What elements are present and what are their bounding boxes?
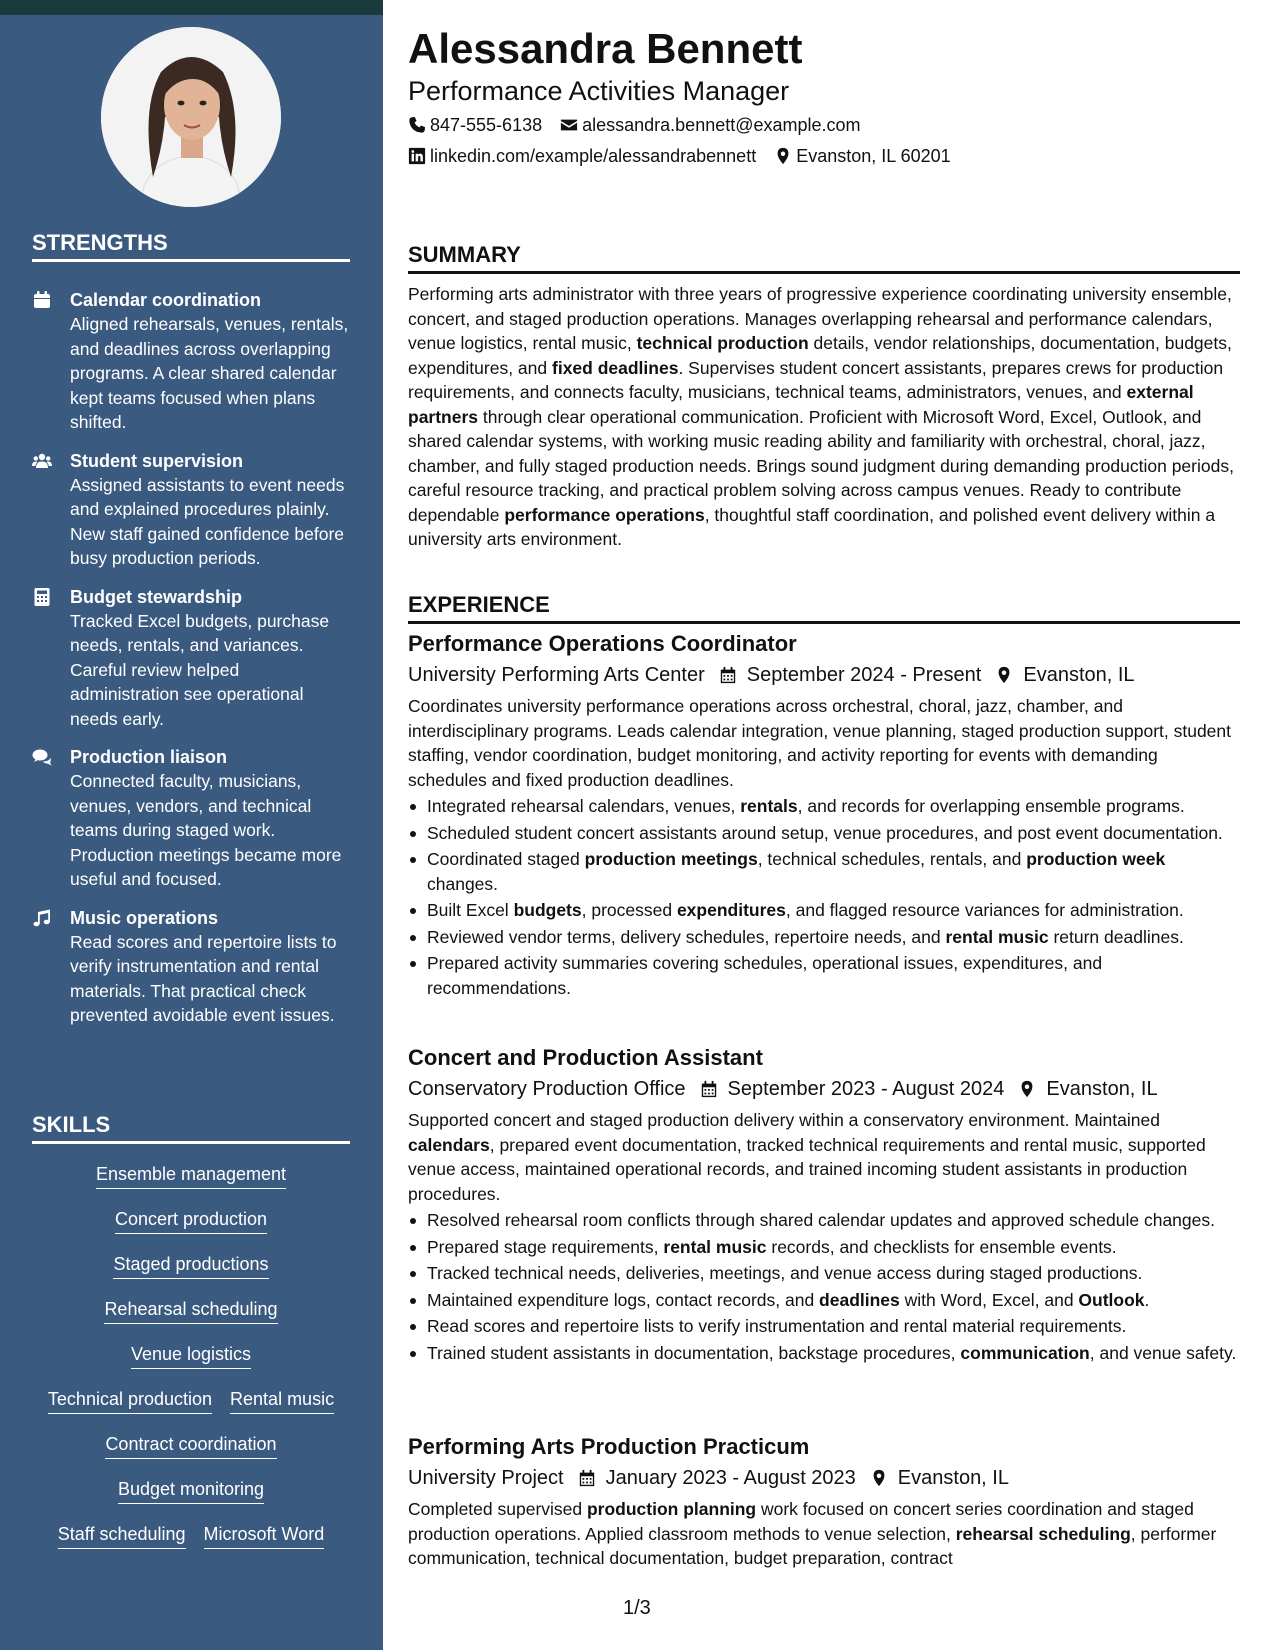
users-icon [32,449,70,571]
job-description: Completed supervised production planning work focused on concert series coordination and staged production operations. Applied classroom methods to venue selection, rehearsal scheduling, performer communication, technical documentation, budget preparation, contract [408,1499,1217,1568]
calendar-icon [32,288,70,435]
strength-title: Calendar coordination [70,290,262,310]
strength-title: Music operations [70,907,219,928]
experience-heading: EXPERIENCE [408,592,1240,624]
job-organization: University Performing Arts Center [408,664,705,686]
list-item: Reviewed vendor terms, delivery schedules, repertoire needs, and rental music return deadlines. [408,925,1240,950]
strength-title: Production liaison [70,747,228,767]
contact-row [408,145,969,167]
skill-tag: Technical production [48,1387,212,1414]
map-marker-icon [1018,1080,1036,1098]
job-dates: January 2023 - August 2023 [605,1467,856,1489]
list-item: Scheduled student concert assistants around setup, venue procedures, and post event documentation. [408,821,1240,846]
phone-icon [408,116,426,134]
candidate-name: Alessandra Bennett [408,25,803,72]
linkedin-link[interactable]: linkedin.com/example/alessandrabennett [430,146,757,166]
summary-text: Performing arts administrator with three years of progressive experience coordinating university ensemble, concert, and staged production operations. Manages overlapping rehearsal and performance calendars, venue logistics, rental music, technical production details, vendor relationships, documentation, budgets, expenditures, and fixed deadlines. Supervises student concert assistants, prepares crews for production requirements, and connects faculty, musicians, technical teams, administrators, venues, and external partners through clear operational communication. Proficient with Microsoft Word, Excel, Outlook, and shared calendar systems, with working music reading ability and familiarity with orchestral, choral, jazz, chamber, and fully staged production needs. Brings sound judgment during demanding production periods, careful resource tracking, and practical problem solving across campus venues. Ready to contribute dependable performance operations, thoughtful staff coordination, and polished event delivery within a university arts environment. [408,284,1234,549]
summary-heading: SUMMARY [408,242,1240,274]
skill-tag: Staff scheduling [58,1522,186,1549]
skills-list [32,1162,350,1567]
map-marker-icon [995,666,1013,684]
skill-tag: Rental music [230,1387,334,1414]
job-title: Performing Arts Production Practicum [408,1434,810,1459]
map-marker-icon [870,1469,888,1487]
job-bullets [408,794,1240,1000]
job-meta [408,661,1240,689]
phone-number[interactable]: 847-555-6138 [430,115,543,135]
list-item: Coordinated staged production meetings, technical schedules, rentals, and production week changes. [408,847,1240,896]
contact-row [408,114,879,136]
strength-description: Aligned rehearsals, venues, rentals, and deadlines across overlapping programs. A clear shared calendar kept teams focused when plans shifted. [70,314,349,432]
job-entry [408,1433,1240,1571]
skill-tag: Ensemble management [96,1162,286,1189]
job-meta [408,1075,1240,1103]
skill-tag: Concert production [115,1207,267,1234]
calendar-icon [578,1469,596,1487]
job-organization: University Project [408,1467,564,1489]
strengths-list [32,288,350,1042]
strength-item [32,585,350,732]
candidate-title: Performance Activities Manager [408,76,790,106]
strength-description: Read scores and repertoire lists to verify instrumentation and rental materials. That practical check prevented avoidable event issues. [70,931,337,1025]
list-item: Maintained expenditure logs, contact records, and deadlines with Word, Excel, and Outlook. [408,1288,1240,1313]
job-title: Concert and Production Assistant [408,1045,763,1070]
calendar-icon [700,1080,718,1098]
job-dates: September 2023 - August 2024 [727,1078,1005,1100]
job-description: Coordinates university performance operations across orchestral, choral, jazz, chamber, and interdisciplinary programs. Leads calendar integration, venue planning, staged production support, student staffing, vendor coordination, budget monitoring, and activity reporting for events with demanding schedules and fixed production deadlines. [408,696,1232,790]
job-organization: Conservatory Production Office [408,1078,686,1100]
linkedin-icon [408,147,426,165]
strength-title: Budget stewardship [70,586,243,607]
strength-description: Connected faculty, musicians, venues, vendors, and technical teams during staged work. Production meetings became more useful and focused. [70,771,342,889]
sidebar [0,0,383,1650]
skills-heading: SKILLS [32,1112,350,1144]
job-meta [408,1464,1240,1492]
page-number: 1/3 [623,1597,651,1619]
strength-item [32,288,350,435]
list-item: Resolved rehearsal room conflicts through shared calendar updates and approved schedule changes. [408,1208,1240,1233]
job-bullets [408,1208,1240,1365]
job-location: Evanston, IL [1046,1078,1158,1100]
list-item: Built Excel budgets, processed expenditures, and flagged resource variances for administration. [408,898,1240,923]
strength-title: Student supervision [70,450,244,471]
job-location: Evanston, IL [1023,664,1135,686]
music-icon [32,906,70,1028]
list-item: Integrated rehearsal calendars, venues, rentals, and records for overlapping ensemble programs. [408,794,1240,819]
list-item: Tracked technical needs, deliveries, meetings, and venue access during staged productions. [408,1261,1240,1286]
job-title: Performance Operations Coordinator [408,631,797,656]
job-description: Supported concert and staged production delivery within a conservatory environment. Maintained calendars, prepared event documentation, tracked technical requirements and rental music, supported venue access, maintained operational records, and trained incoming student assistants in production procedures. [408,1110,1206,1204]
location: Evanston, IL 60201 [796,146,951,166]
skill-tag: Contract coordination [105,1432,276,1459]
strengths-heading: STRENGTHS [32,230,350,262]
skill-tag: Microsoft Word [204,1522,325,1549]
calendar-icon [719,666,737,684]
strength-item [32,449,350,571]
list-item: Prepared activity summaries covering schedules, operational issues, expenditures, and recommendations. [408,951,1240,1000]
strength-item [32,745,350,892]
email-link[interactable]: alessandra.bennett@example.com [582,115,861,135]
job-dates: September 2024 - Present [746,664,982,686]
list-item: Read scores and repertoire lists to verify instrumentation and rental material requirements. [408,1314,1240,1339]
strength-description: Assigned assistants to event needs and explained procedures plainly. New staff gained confidence before busy production periods. [70,474,345,568]
map-marker-icon [774,147,792,165]
job-location: Evanston, IL [897,1467,1009,1489]
strength-item [32,906,350,1028]
skill-tag: Staged productions [113,1252,268,1279]
calculator-icon [32,585,70,732]
comments-icon [32,745,70,892]
sidebar-top-bar [0,0,383,15]
job-entry [408,1044,1240,1367]
job-entry [408,630,1240,1002]
list-item: Trained student assistants in documentation, backstage procedures, communication, and venue safety. [408,1341,1240,1366]
envelope-icon [560,116,578,134]
profile-photo [101,27,281,207]
skill-tag: Venue logistics [131,1342,251,1369]
skill-tag: Rehearsal scheduling [104,1297,277,1324]
list-item: Prepared stage requirements, rental music records, and checklists for ensemble events. [408,1235,1240,1260]
strength-description: Tracked Excel budgets, purchase needs, rentals, and variances. Careful review helped administration see operational needs early. [70,610,330,729]
skill-tag: Budget monitoring [118,1477,264,1504]
